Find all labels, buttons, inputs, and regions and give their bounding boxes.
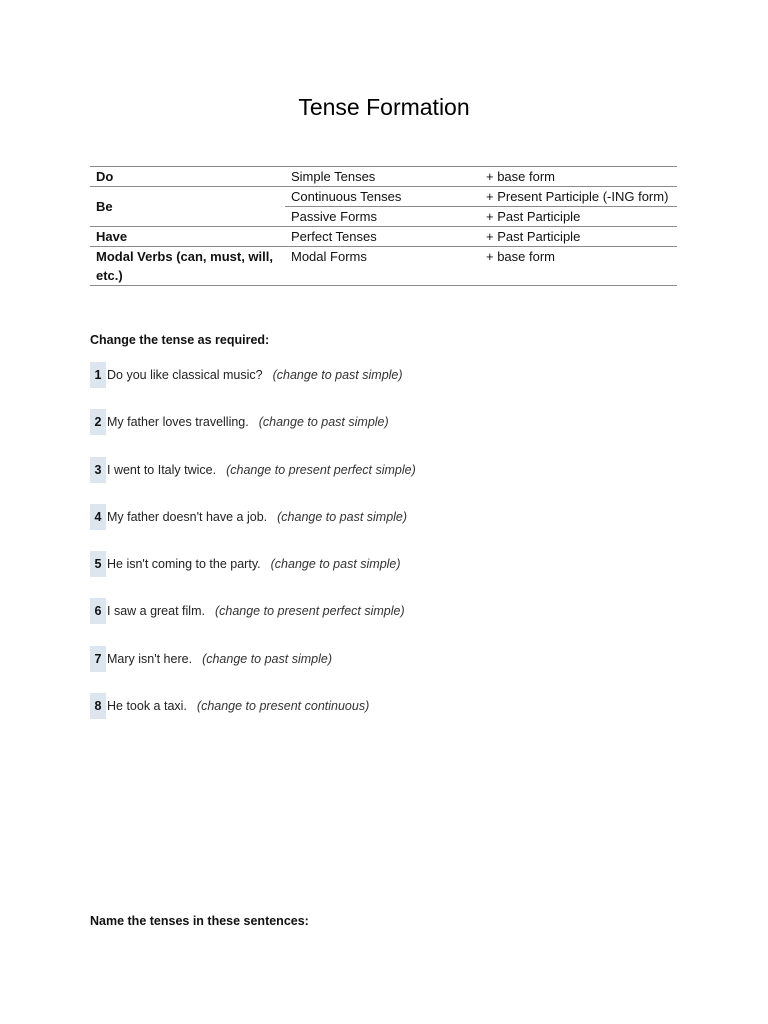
section-heading-name-tenses: Name the tenses in these sentences:	[90, 914, 309, 928]
table-row	[90, 187, 677, 207]
exercise-sentence: He isn't coming to the party.	[107, 557, 261, 572]
auxiliary-cell: Modal Verbs (can, must, will, etc.)	[90, 247, 285, 286]
exercise-number: 1	[90, 362, 106, 388]
form-cell: Modal Forms	[285, 247, 480, 286]
exercise-hint: (change to past simple)	[272, 368, 403, 382]
exercise-number: 2	[90, 409, 106, 435]
page-title: Tense Formation	[298, 94, 470, 120]
exercise-number: 3	[90, 457, 106, 483]
exercise-number: 7	[90, 646, 106, 672]
form-cell: Perfect Tenses	[285, 227, 480, 247]
exercise-item	[90, 598, 690, 624]
exercise-sentence: Mary isn't here.	[107, 651, 193, 666]
section-heading-change-tense: Change the tense as required:	[90, 333, 270, 347]
structure-cell: + Present Participle (-ING form)	[480, 187, 677, 207]
exercise-sentence: My father doesn't have a job.	[107, 509, 268, 524]
exercise-hint: (change to past simple)	[270, 557, 401, 572]
exercise-number: 8	[90, 693, 106, 719]
exercise-hint: (change to past simple)	[277, 509, 408, 524]
exercise-sentence: Do you like classical music?	[107, 368, 263, 382]
exercise-item	[90, 693, 690, 719]
exercise-hint: (change to present perfect simple)	[226, 462, 416, 477]
structure-cell: + Past Participle	[480, 227, 677, 247]
form-cell: Continuous Tenses	[285, 187, 480, 207]
structure-cell: + base form	[480, 167, 677, 187]
table-row	[90, 227, 677, 247]
form-cell: Passive Forms	[285, 207, 480, 227]
structure-cell: + base form	[480, 247, 677, 286]
tense-formation-table	[90, 166, 677, 286]
exercise-number: 5	[90, 551, 106, 577]
auxiliary-cell: Have	[90, 227, 285, 247]
exercise-list	[90, 362, 690, 740]
auxiliary-cell: Do	[90, 167, 285, 187]
table-row	[90, 247, 677, 286]
exercise-item	[90, 504, 690, 530]
structure-cell: + Past Participle	[480, 207, 677, 227]
table-row	[90, 167, 677, 187]
exercise-hint: (change to present perfect simple)	[214, 604, 405, 619]
exercise-item	[90, 457, 690, 483]
exercise-hint: (change to past simple)	[258, 415, 389, 430]
exercise-sentence: My father loves travelling.	[107, 415, 249, 430]
exercise-hint: (change to past simple)	[202, 651, 332, 666]
exercise-number: 6	[90, 598, 106, 624]
exercise-hint: (change to present continuous)	[196, 699, 370, 714]
exercise-sentence: He took a taxi.	[107, 699, 187, 714]
exercise-item	[90, 551, 690, 577]
form-cell: Simple Tenses	[285, 167, 480, 187]
exercise-number: 4	[90, 504, 106, 530]
exercise-sentence: I went to Italy twice.	[107, 462, 217, 477]
exercise-item	[90, 409, 690, 435]
auxiliary-cell: Be	[90, 187, 285, 227]
exercise-item	[90, 362, 690, 388]
exercise-sentence: I saw a great film.	[107, 604, 205, 619]
exercise-item	[90, 646, 690, 672]
